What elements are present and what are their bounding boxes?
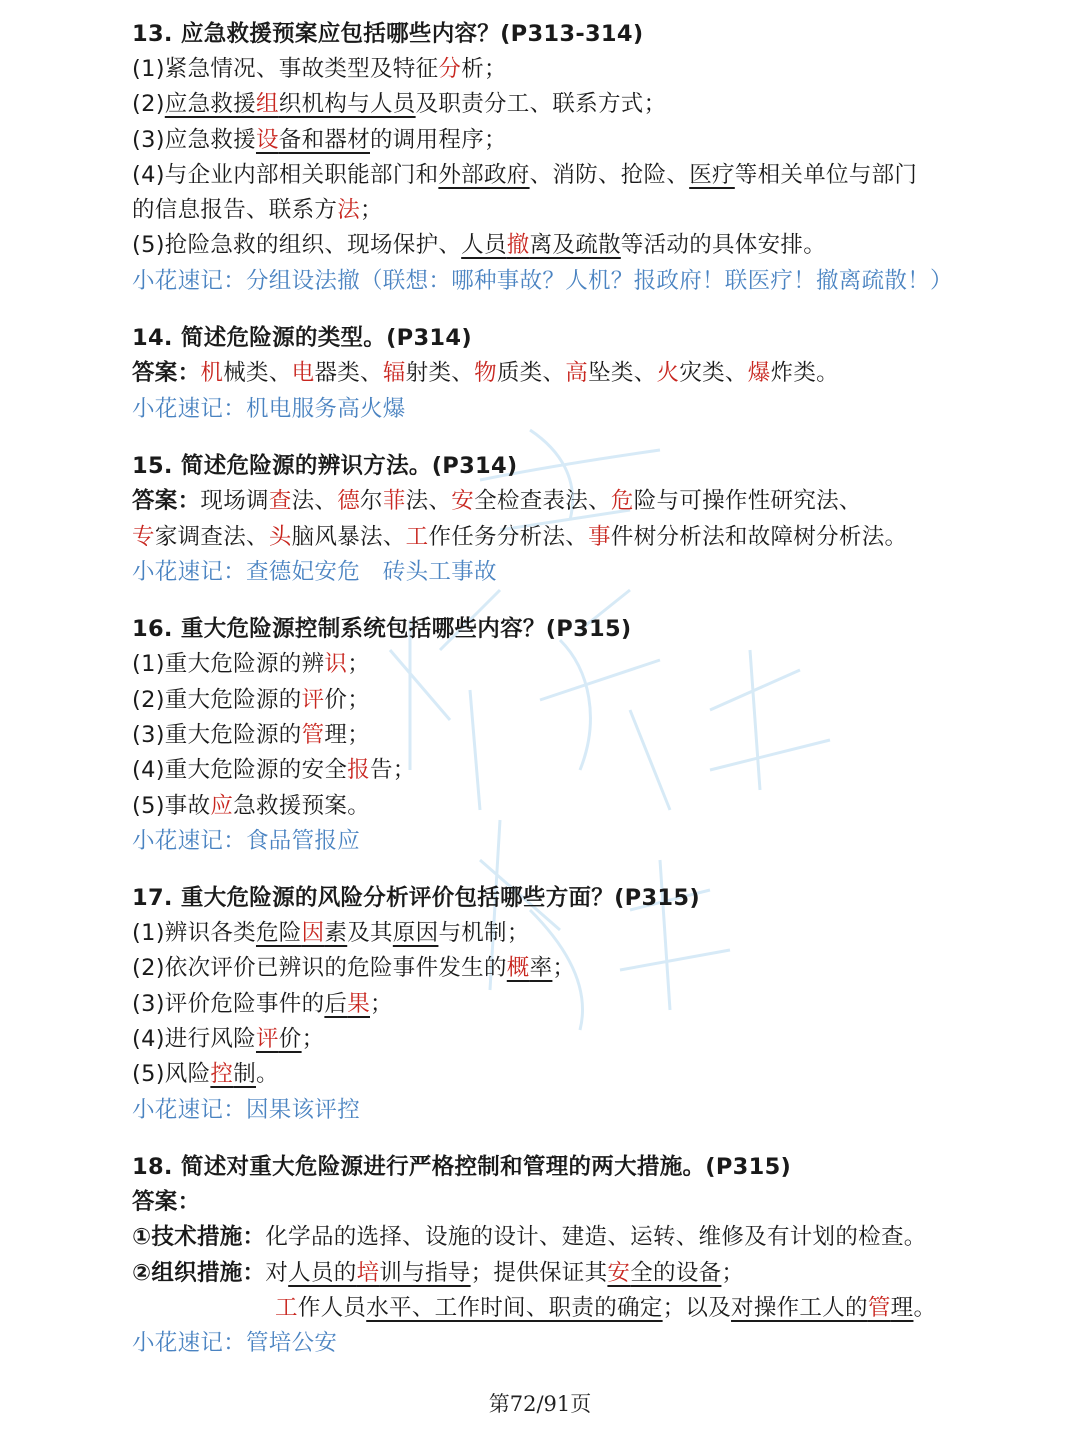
q17-item-2: (2)依次评价已辨识的危险事件发生的概率； <box>132 955 576 981</box>
q17-item-5: (5)风险控制。 <box>132 1061 279 1087</box>
q14-title: 14. 简述危险源的类型。(P314) <box>132 325 472 351</box>
q13-title: 13. 应急救援预案应包括哪些内容？(P313-314) <box>132 21 644 47</box>
q13-tip: 小花速记：分组设法撤（联想：哪种事故？人机？报政府！联医疗！撤离疏散！） <box>132 268 953 294</box>
q16-item-1: (1)重大危险源的辨识； <box>132 651 370 677</box>
q16-item-2: (2)重大危险源的评价； <box>132 687 370 713</box>
q13-item-4: (4)与企业内部相关职能部门和外部政府、消防、抢险、医疗等相关单位与部门 <box>132 162 918 188</box>
q18-tip: 小花速记：管培公安 <box>132 1330 338 1356</box>
q13-item-2: (2)应急救援组织机构与人员及职责分工、联系方式； <box>132 91 667 117</box>
q15-answer-1: 答案：现场调查法、德尔菲法、安全检查表法、危险与可操作性研究法、 <box>132 488 862 514</box>
q17-item-3: (3)评价危险事件的后果； <box>132 991 393 1017</box>
q18-org-measures-cont: 工作人员水平、工作时间、职责的确定；以及对操作工人的管理。 <box>275 1295 937 1321</box>
q17-item-1: (1)辨识各类危险因素及其原因与机制； <box>132 920 530 946</box>
q14-answer: 答案：机械类、电器类、辐射类、物质类、高坠类、火灾类、爆炸类。 <box>132 360 839 386</box>
q15-answer-2: 专家调查法、头脑风暴法、工作任务分析法、事件树分析法和故障树分析法。 <box>132 524 908 550</box>
q16-item-3: (3)重大危险源的管理； <box>132 722 370 748</box>
q15-title: 15. 简述危险源的辨识方法。(P314) <box>132 453 518 479</box>
q17-title: 17. 重大危险源的风险分析评价包括哪些方面？(P315) <box>132 885 700 911</box>
q16-title: 16. 重大危险源控制系统包括哪些内容？(P315) <box>132 616 632 642</box>
q16-item-5: (5)事故应急救援预案。 <box>132 793 370 819</box>
q18-org-measures: ②组织措施：对人员的培训与指导；提供保证其安全的设备； <box>132 1260 745 1286</box>
q17-tip: 小花速记：因果该评控 <box>132 1097 361 1123</box>
q13-item-5: (5)抢险急救的组织、现场保护、人员撤离及疏散等活动的具体安排。 <box>132 232 826 258</box>
q13-item-1: (1)紧急情况、事故类型及特征分析； <box>132 56 507 82</box>
q13-item-4-cont: 的信息报告、联系方法； <box>132 197 383 223</box>
q17-item-4: (4)进行风险评价； <box>132 1026 325 1052</box>
q16-item-4: (4)重大危险源的安全报告； <box>132 757 416 783</box>
q13-item-3: (3)应急救援设备和器材的调用程序； <box>132 127 507 153</box>
q18-title: 18. 简述对重大危险源进行严格控制和管理的两大措施。(P315) <box>132 1154 792 1180</box>
q18-answer-label: 答案： <box>132 1189 201 1215</box>
q15-tip: 小花速记：查德妃安危 砖头工事故 <box>132 559 497 585</box>
q16-tip: 小花速记：食品管报应 <box>132 828 361 854</box>
q18-tech-measures: ①技术措施：化学品的选择、设施的设计、建造、运转、维修及有计划的检查。 <box>132 1224 927 1250</box>
q14-tip: 小花速记：机电服务高火爆 <box>132 396 406 422</box>
page-number: 第72/91页 <box>488 1392 592 1416</box>
